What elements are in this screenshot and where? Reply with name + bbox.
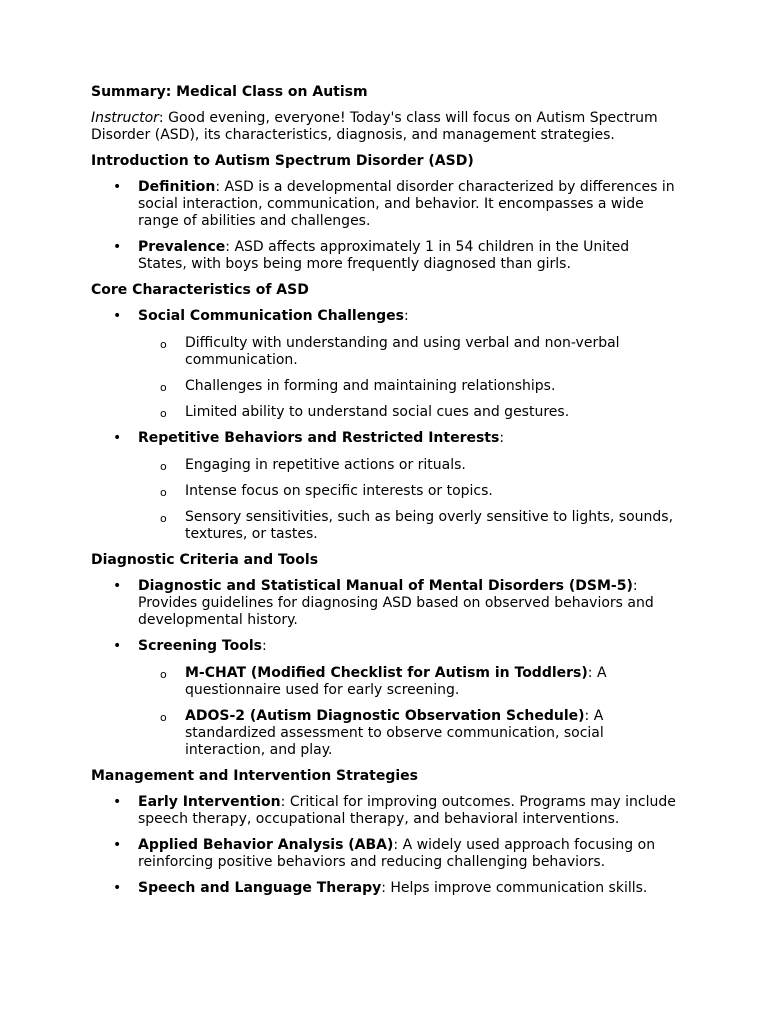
list-item-repetitive-behaviors	[91, 430, 681, 543]
social-communication-sublist	[138, 335, 681, 421]
list-item-social-communication	[91, 308, 681, 421]
bullet-icon: •	[113, 239, 122, 255]
term-screening-tools: Screening Tools	[138, 638, 262, 654]
intro-paragraph	[91, 110, 681, 144]
document-title: Summary: Medical Class on Autism	[91, 84, 368, 100]
list-item-dsm5	[91, 578, 681, 629]
text-speech-therapy: : Helps improve communication skills.	[381, 880, 648, 896]
section-heading-diagnostic: Diagnostic Criteria and Tools	[91, 552, 319, 568]
screening-tools-sublist	[138, 665, 681, 759]
term-colon: :	[261, 638, 267, 654]
sub-bullet-icon: o	[160, 711, 167, 724]
sub-list-item	[138, 483, 681, 500]
sub-list-item	[138, 457, 681, 474]
sub-item-text: Sensory sensitivities, such as being overly sensitive to lights, sounds, textures, or tastes.	[185, 509, 674, 542]
bullet-icon: •	[113, 880, 122, 896]
sub-list-item	[138, 509, 681, 543]
list-item-screening-tools	[91, 638, 681, 759]
sub-item-text: Difficulty with understanding and using verbal and non-verbal communication.	[185, 335, 620, 368]
sub-bullet-icon: o	[160, 460, 167, 473]
section-heading-management: Management and Intervention Strategies	[91, 768, 419, 784]
text-definition: : ASD is a developmental disorder characterized by differences in social interaction, communication, and behavior. It encompasses a wide range of abilities and challenges.	[138, 179, 675, 229]
section-heading-core-characteristics: Core Characteristics of ASD	[91, 282, 309, 298]
bullet-icon: •	[113, 430, 122, 446]
sub-bullet-icon: o	[160, 668, 167, 681]
list-item-early-intervention	[91, 794, 681, 828]
sub-list-item-mchat	[138, 665, 681, 699]
sub-item-text: Intense focus on specific interests or topics.	[185, 483, 493, 499]
term-aba: Applied Behavior Analysis (ABA)	[138, 837, 394, 853]
section-heading-introduction: Introduction to Autism Spectrum Disorder (ASD)	[91, 153, 474, 169]
sub-bullet-icon: o	[160, 512, 167, 525]
document-body	[91, 84, 681, 906]
bullet-icon: •	[113, 179, 122, 195]
text-mchat: : A questionnaire used for early screening.	[185, 665, 607, 698]
sub-bullet-icon: o	[160, 338, 167, 351]
core-characteristics-list	[91, 308, 681, 543]
intro-speaker: Instructor	[91, 110, 159, 126]
text-dsm5: : Provides guidelines for diagnosing ASD based on observed behaviors and developmental history.	[138, 578, 654, 628]
list-item-prevalence	[91, 239, 681, 273]
term-speech-therapy: Speech and Language Therapy	[138, 880, 382, 896]
text-ados2: : A standardized assessment to observe communication, social interaction, and play.	[185, 708, 604, 758]
sub-list-item	[138, 378, 681, 395]
sub-item-text: Challenges in forming and maintaining relationships.	[185, 378, 556, 394]
term-repetitive-behaviors: Repetitive Behaviors and Restricted Interests	[138, 430, 500, 446]
term-prevalence: Prevalence	[138, 239, 226, 255]
sub-list-item	[138, 335, 681, 369]
bullet-icon: •	[113, 578, 122, 594]
text-aba: : A widely used approach focusing on reinforcing positive behaviors and reducing challenging behaviors.	[138, 837, 656, 870]
bullet-icon: •	[113, 794, 122, 810]
term-colon: :	[499, 430, 505, 446]
list-item-aba	[91, 837, 681, 871]
sub-bullet-icon: o	[160, 381, 167, 394]
term-mchat: M-CHAT (Modified Checklist for Autism in Toddlers)	[185, 665, 588, 681]
sub-list-item-ados2	[138, 708, 681, 759]
bullet-icon: •	[113, 308, 122, 324]
sub-list-item	[138, 404, 681, 421]
sub-bullet-icon: o	[160, 486, 167, 499]
term-social-communication: Social Communication Challenges	[138, 308, 405, 324]
term-ados2: ADOS-2 (Autism Diagnostic Observation Schedule)	[185, 708, 585, 724]
bullet-icon: •	[113, 638, 122, 654]
term-dsm5: Diagnostic and Statistical Manual of Mental Disorders (DSM-5)	[138, 578, 633, 594]
diagnostic-list	[91, 578, 681, 759]
term-early-intervention: Early Intervention	[138, 794, 281, 810]
text-early-intervention: : Critical for improving outcomes. Programs may include speech therapy, occupational therapy, and behavioral interventions.	[138, 794, 676, 827]
list-item-speech-therapy	[91, 880, 681, 897]
text-prevalence: : ASD affects approximately 1 in 54 children in the United States, with boys being more frequently diagnosed than girls.	[138, 239, 630, 272]
intro-text: : Good evening, everyone! Today's class will focus on Autism Spectrum Disorder (ASD), its characteristics, diagnosis, and management strategies.	[91, 110, 658, 143]
introduction-list	[91, 179, 681, 273]
repetitive-behaviors-sublist	[138, 457, 681, 543]
sub-item-text: Engaging in repetitive actions or rituals.	[185, 457, 466, 473]
sub-bullet-icon: o	[160, 407, 167, 420]
list-item-definition	[91, 179, 681, 230]
sub-item-text: Limited ability to understand social cues and gestures.	[185, 404, 570, 420]
management-list	[91, 794, 681, 897]
bullet-icon: •	[113, 837, 122, 853]
term-colon: :	[404, 308, 409, 324]
term-definition: Definition	[138, 179, 216, 195]
